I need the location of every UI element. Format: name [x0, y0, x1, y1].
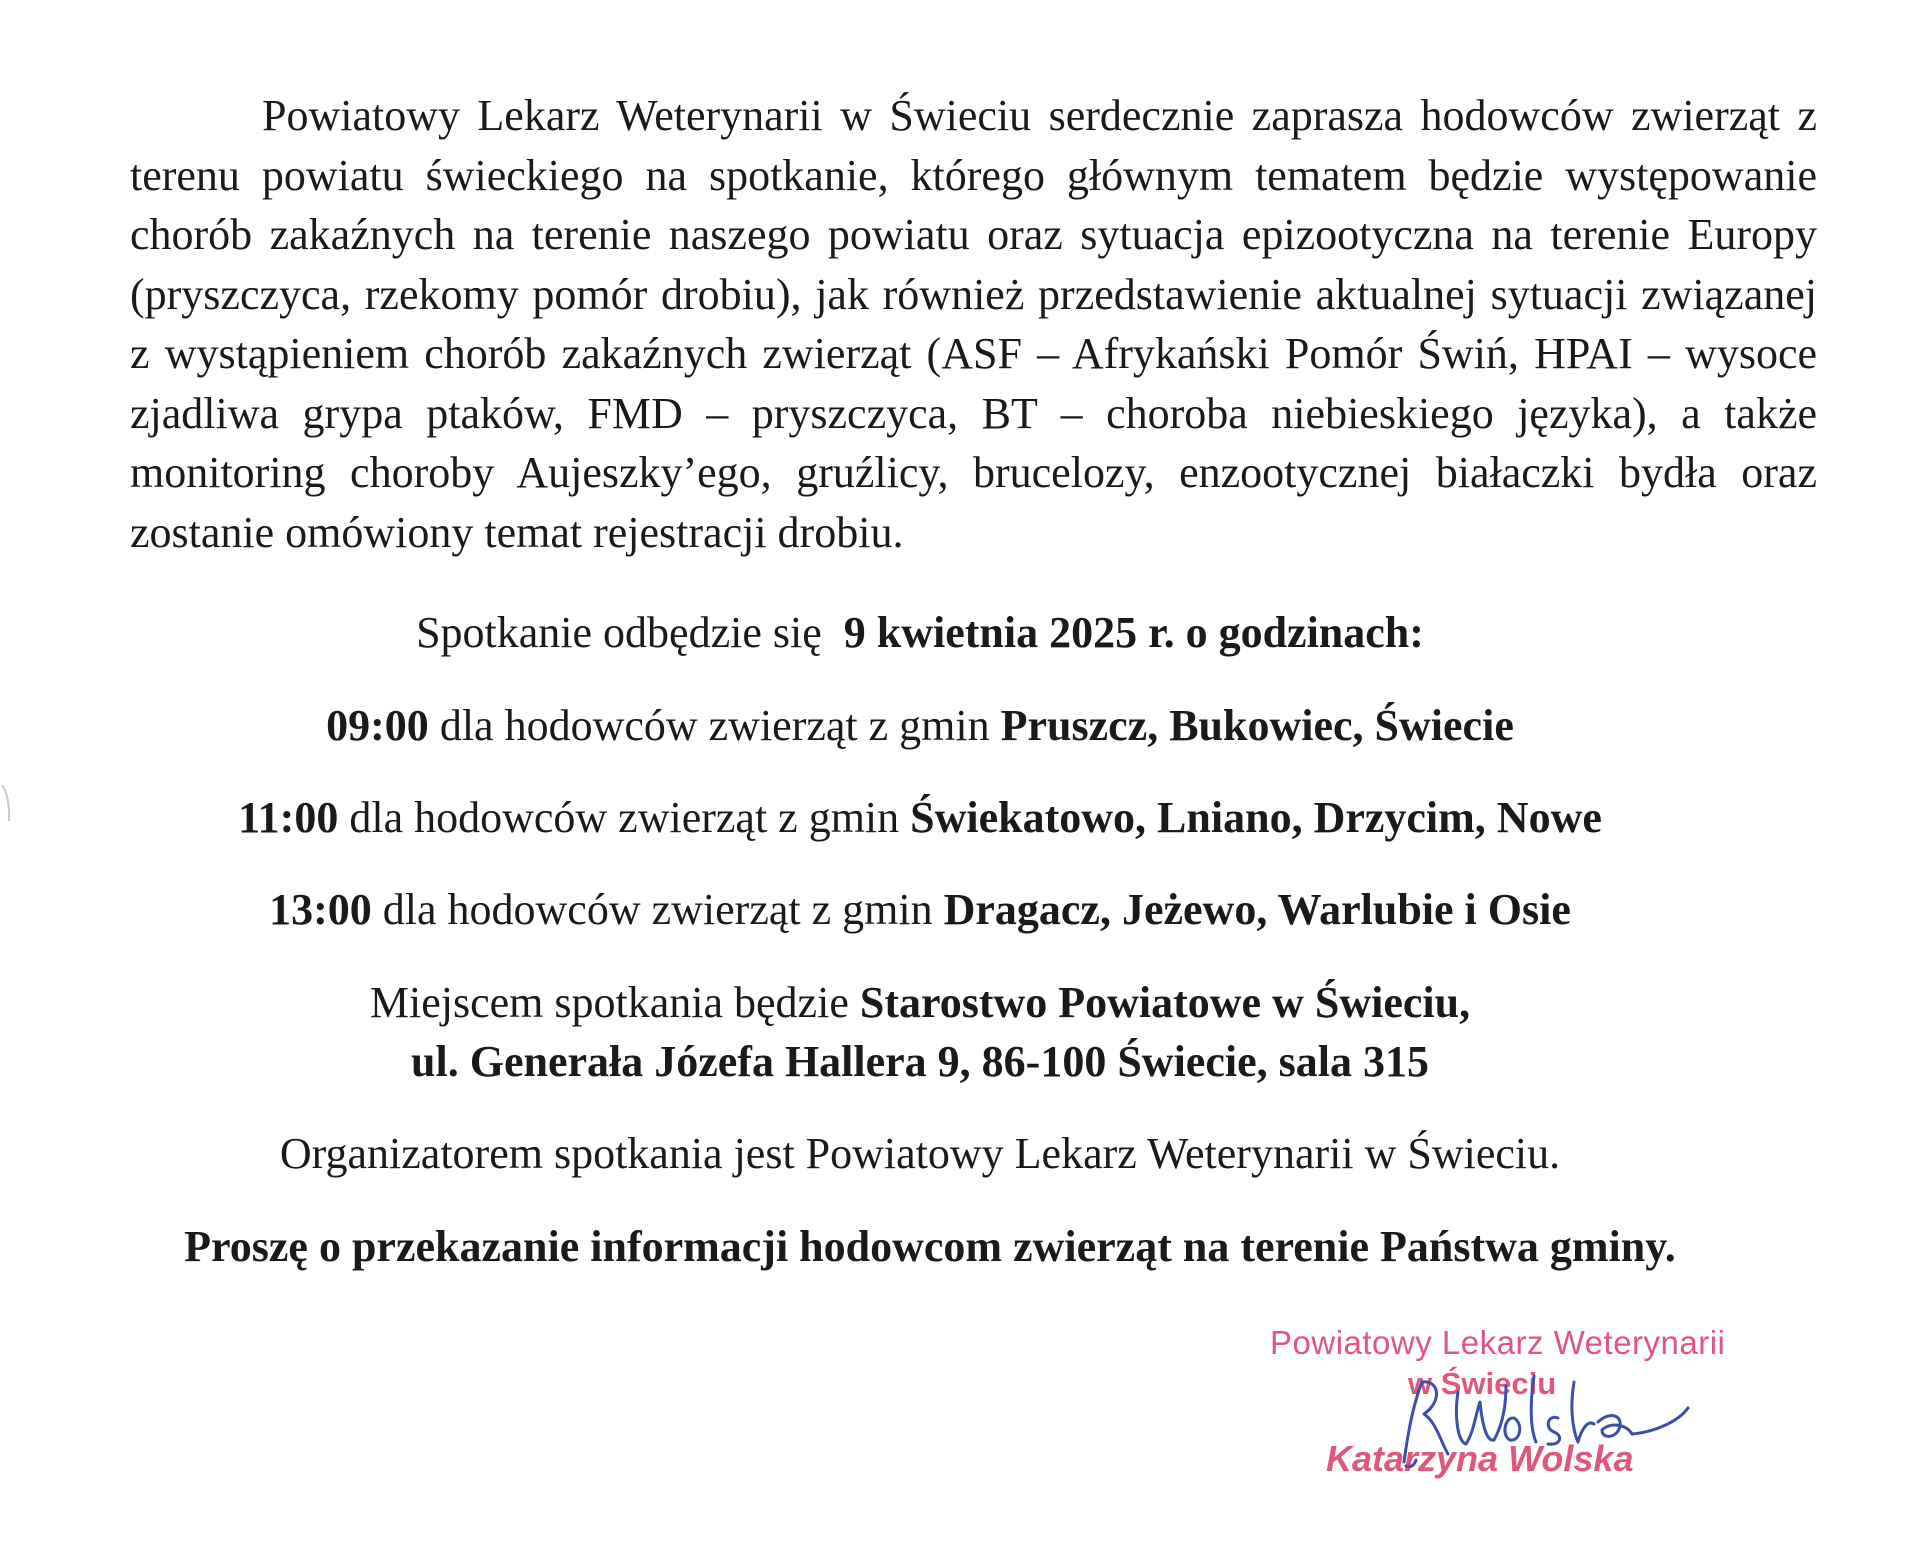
meeting-date: 9 kwietnia 2025 r. o godzinach: — [843, 608, 1424, 657]
stamp-name: Katarzyna Wolska — [1326, 1438, 1634, 1479]
session-time: 09:00 — [326, 701, 429, 750]
meeting-date-prefix: Spotkanie odbędzie się — [416, 608, 822, 657]
meeting-date-line — [0, 607, 1880, 659]
venue-address-line — [0, 1036, 1880, 1088]
handwritten-signature — [1388, 1362, 1708, 1472]
stamp-title: Powiatowy Lekarz Weterynarii — [1270, 1324, 1726, 1361]
official-stamp — [1250, 1310, 1770, 1510]
session-time: 13:00 — [269, 885, 372, 934]
session-time: 11:00 — [238, 793, 339, 842]
session-line-3 — [0, 884, 1880, 936]
session-communes: Świekatowo, Lniano, Drzycim, Nowe — [910, 793, 1602, 842]
venue-line — [0, 977, 1880, 1029]
request-text: Proszę o przekazanie informacji hodowcom zwierząt na terenie Państwa gminy. — [184, 1222, 1676, 1271]
session-line-1 — [0, 700, 1880, 752]
session-text: dla hodowców zwierząt z gmin — [439, 701, 990, 750]
venue-place: Starostwo Powiatowe w Świeciu, — [859, 978, 1471, 1027]
session-text: dla hodowców zwierząt z gmin — [382, 885, 933, 934]
session-text: dla hodowców zwierząt z gmin — [349, 793, 900, 842]
intro-paragraph: Powiatowy Lekarz Weterynarii w Świeciu serdecznie zaprasza hodowców zwierząt z terenu powiatu świeckiego na spotkanie, którego głównym tematem będzie występowanie chorób zakaźnych na terenie naszego powiatu oraz sytuacja epizootyczna na terenie Europy (pryszczyca, rzekomy pomór drobiu), jak również przedstawienie aktualnej sytuacji związanej z wystąpieniem chorób zakaźnych zwierząt (ASF – Afrykański Pomór Świń, HPAI – wysoce zjadliwa grypa ptaków, FMD – pryszczyca, BT – choroba niebieskiego języka), a także monitoring choroby Aujeszky’ego, gruźlicy, brucelozy, enzootycznej białaczki bydła oraz zostanie omówiony temat rejestracji drobiu. — [130, 91, 1817, 557]
session-communes: Dragacz, Jeżewo, Warlubie i Osie — [943, 885, 1571, 934]
organizer-line: Organizatorem spotkania jest Powiatowy Lekarz Weterynarii w Świeciu. — [279, 1129, 1561, 1178]
scan-edge-mark — [0, 783, 14, 823]
venue-address: ul. Generała Józefa Hallera 9, 86-100 Świecie, sala 315 — [411, 1037, 1429, 1086]
stamp-location: w Świeciu — [1408, 1366, 1557, 1401]
venue-prefix: Miejscem spotkania będzie — [369, 978, 849, 1027]
session-line-2 — [0, 792, 1880, 844]
request-line — [0, 1221, 1890, 1273]
session-communes: Pruszcz, Bukowiec, Świecie — [1000, 701, 1514, 750]
